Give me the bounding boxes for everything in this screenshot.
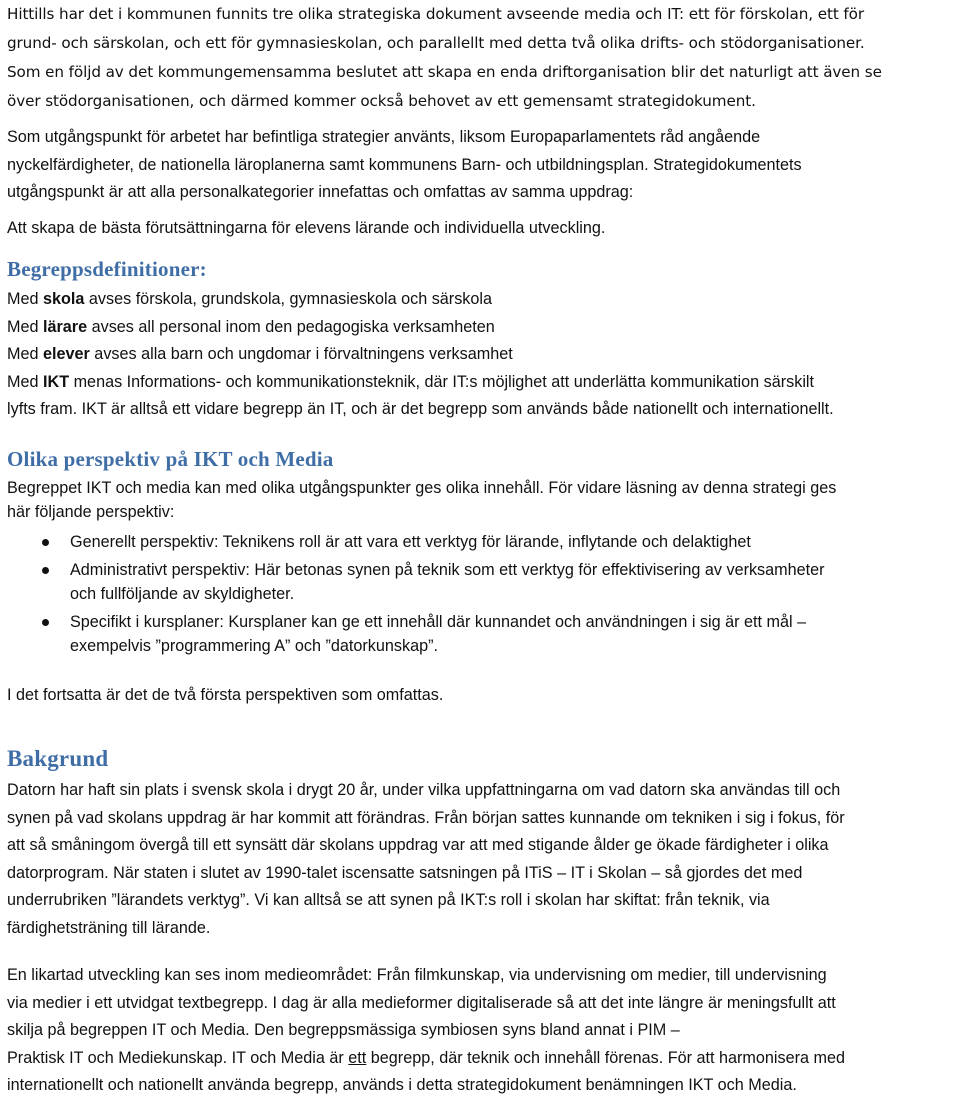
- definition-elever: [7, 341, 955, 369]
- text-line: utgångspunkt är att alla personalkategorier innefattas och omfattas av samma uppdrag:: [7, 183, 634, 201]
- text-line: att så småningom övergå till ett synsätt där skolans uppdrag var att med stigande ålder ge ökade färdigheter i olika: [7, 836, 829, 854]
- perspectives-intro: [7, 476, 955, 524]
- definition-ikt: [7, 369, 955, 397]
- text-line: internationellt och nationellt använda begrepp, används i detta strategidokument benämningen IKT och Media.: [7, 1076, 797, 1094]
- strategy-paragraph: [7, 124, 955, 207]
- text-line: och fullföljande av skyldigheter.: [70, 584, 295, 603]
- text-line: Datorn har haft sin plats i svensk skola i drygt 20 år, under vilka uppfattningarna om vad datorn ska användas till och: [7, 781, 841, 799]
- definition-term: elever: [43, 345, 90, 363]
- text-line: lyfts fram. IKT är alltså ett vidare begrepp än IT, och är det begrepp som används både nationellt och internationellt.: [7, 400, 834, 418]
- definition-text: menas Informations- och kommunikationsteknik, där IT:s möjlighet att underlätta kommunikation särskilt: [69, 372, 815, 391]
- definition-text: avses all personal inom den pedagogiska verksamheten: [87, 317, 495, 336]
- text-line: här följande perspektiv:: [7, 502, 175, 521]
- definition-term: lärare: [43, 317, 88, 336]
- definitions-list: [7, 286, 955, 424]
- intro-paragraph: [7, 0, 953, 116]
- bullet-icon: [42, 619, 49, 626]
- definition-term: IKT: [43, 372, 70, 391]
- text-line: synen på vad skolans uppdrag är har kommit att förändras. Från början sattes kunnande om tekniken i sig i fokus, för: [7, 808, 845, 827]
- definition-prefix: Med: [7, 372, 43, 391]
- perspectives-list: [7, 530, 960, 658]
- definition-term: skola: [43, 290, 85, 308]
- text-segment: begrepp, där teknik och innehåll förenas. För att harmonisera med: [366, 1048, 845, 1067]
- text-segment: Praktisk IT och Mediekunskap. IT och Media är: [7, 1048, 349, 1067]
- text-line: Generellt perspektiv: Teknikens roll är att vara ett verktyg för lärande, inflytande och delaktighet: [70, 532, 751, 551]
- list-item: [7, 530, 960, 554]
- list-item: [7, 558, 960, 606]
- background-paragraph-2: [7, 962, 955, 1100]
- text-line: exempelvis ”programmering A” och ”datorkunskap”.: [70, 636, 438, 655]
- text-line: underrubriken ”lärandets verktyg”. Vi kan alltså se att synen på IKT:s roll i skolan har skiftat: från teknik, via: [7, 891, 770, 909]
- intro-line: Som en följd av det kommungemensamma beslutet att skapa en enda driftorganisation blir det naturligt att även se: [7, 63, 882, 81]
- text-line: skilja på begreppen IT och Media. Den begreppsmässiga symbiosen syns bland annat i PIM –: [7, 1021, 680, 1039]
- text-line: Begreppet IKT och media kan med olika utgångspunkter ges olika innehåll. För vidare läsning av denna strategi ges: [7, 478, 837, 497]
- mission-statement: [7, 215, 955, 243]
- text-line: Som utgångspunkt för arbetet har befintliga strategier använts, liksom Europaparlamentets råd angående: [7, 128, 761, 146]
- text-line: färdighetsträning till lärande.: [7, 918, 211, 937]
- perspectives-conclusion: [7, 682, 955, 710]
- intro-line: grund- och särskolan, och ett för gymnasieskolan, och parallellt med detta två olika drifts- och stödorganisationer.: [7, 34, 865, 52]
- definition-text: avses förskola, grundskola, gymnasieskola och särskola: [84, 290, 492, 308]
- perspectives-heading: Olika perspektiv på IKT och Media: [7, 446, 334, 471]
- definition-text: avses alla barn och ungdomar i förvaltningens verksamhet: [89, 345, 513, 363]
- text-line: datorprogram. När staten i slutet av 1990-talet iscensatte satsningen på ITiS – IT i Skolan – så gjordes det med: [7, 863, 803, 882]
- definition-prefix: Med: [7, 345, 43, 363]
- bullet-icon: [42, 539, 49, 546]
- background-paragraph-1: [7, 777, 955, 942]
- definition-prefix: Med: [7, 317, 43, 336]
- definition-prefix: Med: [7, 290, 43, 308]
- text-line: En likartad utveckling kan ses inom medieområdet: Från filmkunskap, via undervisning om medier, till undervisning: [7, 966, 827, 984]
- list-item: [7, 610, 960, 658]
- definitions-heading: Begreppsdefinitioner:: [7, 257, 207, 281]
- definition-skola: [7, 286, 955, 314]
- text-line: via medier i ett utvidgat textbegrepp. I dag är alla medieformer digitaliserade så att det inte längre är meningsfullt att: [7, 993, 836, 1012]
- background-heading: Bakgrund: [7, 746, 109, 771]
- text-line: Att skapa de bästa förutsättningarna för elevens lärande och individuella utveckling.: [7, 218, 606, 237]
- text-line: I det fortsatta är det de två första perspektiven som omfattas.: [7, 685, 444, 704]
- text-line: Specifikt i kursplaner: Kursplaner kan ge ett innehåll där kunnandet och användningen i sig är ett mål –: [70, 612, 807, 631]
- bullet-icon: [42, 567, 49, 574]
- definition-larare: [7, 314, 955, 342]
- text-line: [7, 1045, 955, 1073]
- intro-line: Hittills har det i kommunen funnits tre olika strategiska dokument avseende media och IT: ett för förskolan, ett för: [7, 5, 864, 23]
- text-line: nyckelfärdigheter, de nationella läroplanerna samt kommunens Barn- och utbildningsplan. Strategidokumentets: [7, 155, 802, 174]
- intro-line: över stödorganisationen, och därmed kommer också behovet av ett gemensamt strategidokument.: [7, 92, 756, 110]
- underlined-word: ett: [348, 1048, 367, 1067]
- text-line: Administrativt perspektiv: Här betonas synen på teknik som ett verktyg för effektivisering av verksamheter: [70, 560, 825, 579]
